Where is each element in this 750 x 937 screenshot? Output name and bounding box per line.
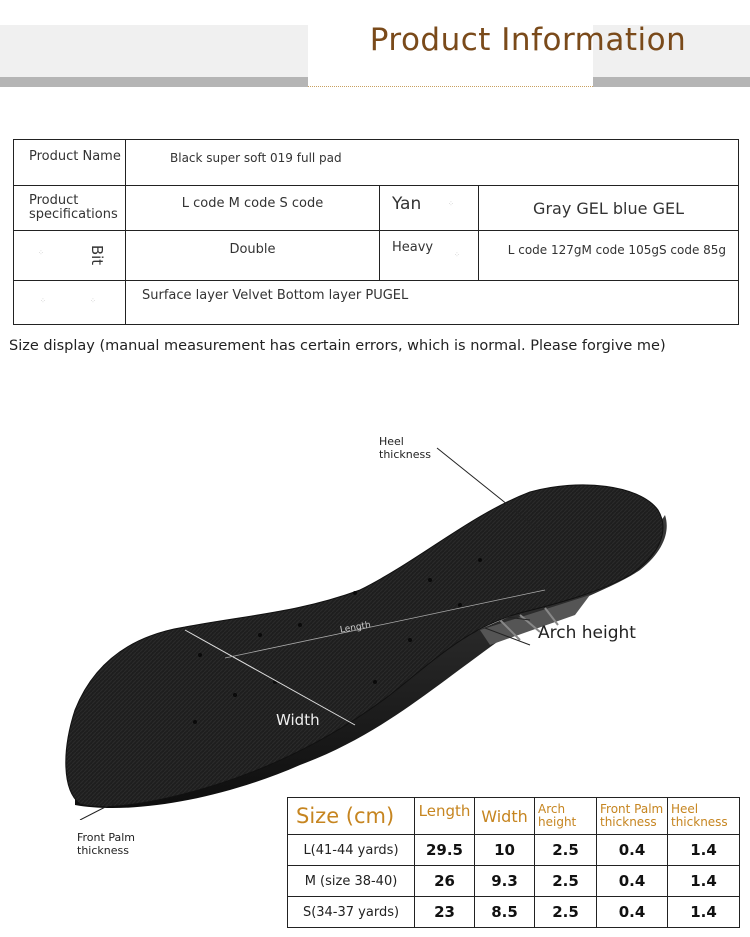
width-label: Width	[276, 711, 320, 729]
spec-table	[13, 139, 739, 325]
header-dotted-line	[308, 86, 593, 87]
size-s-heel: 1.4	[668, 897, 740, 928]
size-m-length: 26	[415, 866, 475, 897]
spec-color-cell	[380, 186, 479, 231]
length-label: Length	[339, 620, 372, 636]
header-front-palm: Front Palm thickness	[597, 798, 668, 835]
spec-bit-value: Double	[126, 231, 380, 281]
size-l-label: L(41-44 yards)	[288, 835, 415, 866]
size-l-front: 0.4	[597, 835, 668, 866]
spec-material-cell	[14, 281, 126, 325]
header-band-left	[0, 25, 308, 87]
faint-weight-glyph: ⁘	[454, 251, 460, 259]
size-m-heel: 1.4	[668, 866, 740, 897]
spec-material-value: Surface layer Velvet Bottom layer PUGEL	[126, 281, 739, 325]
size-table-header	[288, 798, 740, 835]
header-length: Length	[415, 798, 475, 835]
arch-height-label: Arch height	[538, 623, 636, 643]
header-arch-height: Arch height	[535, 798, 597, 835]
size-m-label: M (size 38-40)	[288, 866, 415, 897]
faint-quality-glyph: ⁘	[90, 297, 96, 305]
size-s-arch: 2.5	[535, 897, 597, 928]
spec-specifications-value: L code M code S code	[126, 186, 380, 231]
size-m-width: 9.3	[475, 866, 535, 897]
spec-name-value: Black super soft 019 full pad	[126, 140, 739, 186]
faint-material-glyph: ⁘	[40, 297, 46, 305]
spec-row-bit	[14, 231, 739, 281]
size-s-width: 8.5	[475, 897, 535, 928]
spec-row-specs	[14, 186, 739, 231]
page-title: Product Information	[369, 22, 687, 58]
spec-weight-cell	[380, 231, 479, 281]
header-heel: Heel thickness	[668, 798, 740, 835]
spec-color-value: Gray GEL blue GEL	[479, 186, 739, 231]
header-size: Size (cm)	[288, 798, 415, 835]
insole-illustration	[0, 420, 750, 820]
size-s-length: 23	[415, 897, 475, 928]
heel-thickness-label	[379, 435, 431, 461]
spec-name-label: Product Name	[14, 140, 126, 186]
size-row-s	[288, 897, 740, 928]
faint-color-glyph: ⁘	[448, 200, 454, 208]
spec-specifications-label: Product specifications	[14, 186, 126, 231]
spec-bit-cell	[14, 231, 126, 281]
header-width: Width	[475, 798, 535, 835]
spec-weight-value: L code 127gM code 105gS code 85g	[479, 231, 739, 281]
size-s-label: S(34-37 yards)	[288, 897, 415, 928]
size-row-m	[288, 866, 740, 897]
size-l-length: 29.5	[415, 835, 475, 866]
spec-weight-label: Heavy	[392, 240, 434, 255]
heel-thickness-text: Heel thickness	[379, 435, 431, 461]
insole-top-surface	[66, 485, 663, 807]
size-m-front: 0.4	[597, 866, 668, 897]
size-m-arch: 2.5	[535, 866, 597, 897]
size-l-heel: 1.4	[668, 835, 740, 866]
front-palm-thickness-label: Front Palm thickness	[77, 831, 135, 857]
spec-bit-label: Bit	[88, 244, 107, 266]
size-l-arch: 2.5	[535, 835, 597, 866]
size-table	[287, 797, 740, 928]
size-note: Size display (manual measurement has certain errors, which is normal. Please forgive me)	[9, 338, 666, 354]
size-s-front: 0.4	[597, 897, 668, 928]
spec-color-label: Yan	[392, 194, 422, 214]
spec-row-name	[14, 140, 739, 186]
faint-bit-glyph: ⁘	[38, 249, 44, 257]
size-l-width: 10	[475, 835, 535, 866]
spec-row-material	[14, 281, 739, 325]
size-row-l	[288, 835, 740, 866]
